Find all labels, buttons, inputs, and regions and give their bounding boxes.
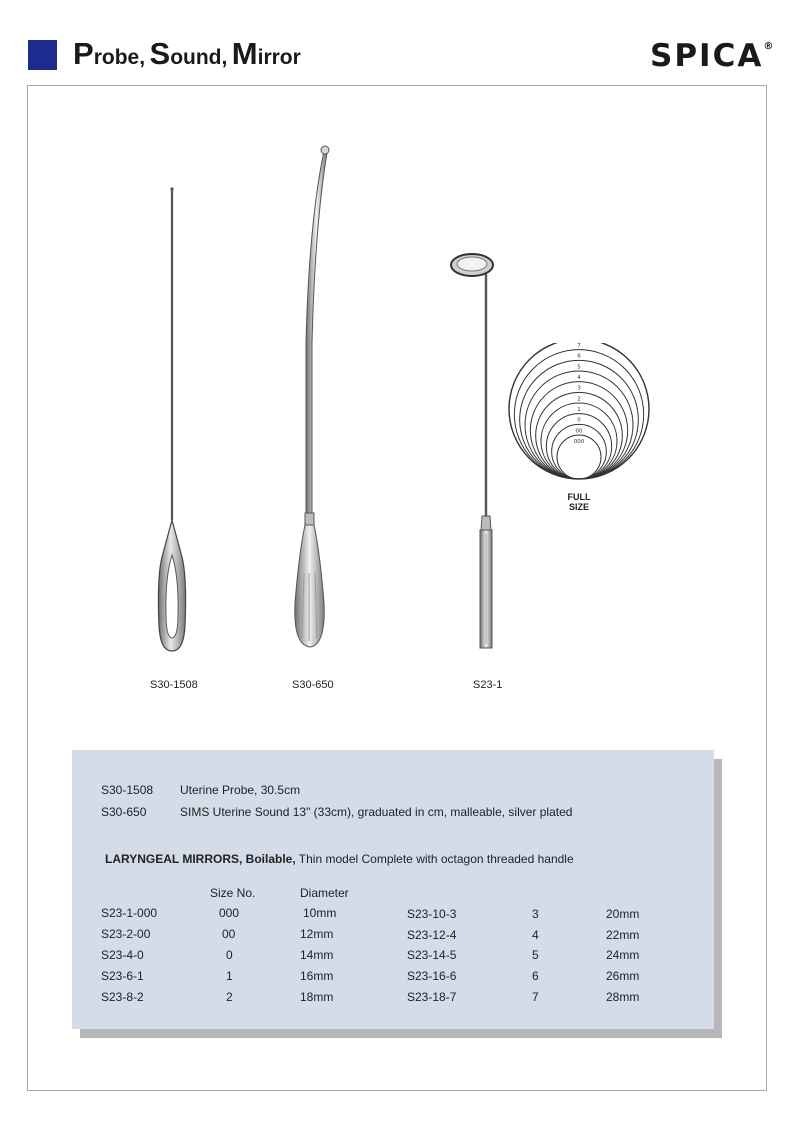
- caption-mirror: S23-1: [473, 679, 503, 691]
- product-description: SIMS Uterine Sound 13" (33cm), graduated in cm, malleable, silver plated: [180, 805, 573, 819]
- title-initial: S: [149, 36, 171, 71]
- title-separator: ,: [139, 46, 146, 69]
- mirrors-heading: [105, 852, 574, 866]
- size-ring: [536, 392, 623, 479]
- size-ring-label: 4: [577, 375, 581, 381]
- mirror-size: 6: [532, 969, 539, 983]
- mirror-code: S23-8-2: [101, 990, 144, 1004]
- mirror-diameter: 18mm: [300, 990, 334, 1004]
- mirror-diameter: 28mm: [606, 990, 640, 1004]
- size-ring-label: 0: [577, 417, 581, 424]
- caption-probe: S30-1508: [150, 679, 198, 691]
- size-ring-label: 00: [575, 428, 583, 435]
- mirrors-heading-detail: Thin model Complete with octagon threaded handle: [295, 852, 574, 866]
- title-word-rest: robe: [93, 46, 140, 69]
- mirror-diameter: 12mm: [300, 927, 334, 941]
- title-initial: P: [73, 36, 94, 71]
- mirror-diameter: 14mm: [300, 948, 334, 962]
- mirror-size: 0: [226, 948, 233, 962]
- size-ring-label: 2: [577, 396, 581, 403]
- column-header-diameter: Diameter: [300, 886, 349, 900]
- mirror-size: 2: [226, 990, 233, 1004]
- title-word-rest: irror: [257, 46, 301, 69]
- mirrors-heading-title: LARYNGEAL MIRRORS, Boilable,: [105, 852, 296, 866]
- product-info-box: [72, 750, 714, 1029]
- registered-mark: ®: [763, 40, 774, 52]
- mirror-code: S23-10-3: [407, 907, 457, 921]
- mirror-code: S23-2-00: [101, 927, 151, 941]
- mirror-diameter: 16mm: [300, 969, 334, 983]
- full-size-line1: FULL: [567, 492, 591, 502]
- full-size-line2: SIZE: [568, 502, 589, 512]
- mirror-size: 5: [532, 948, 539, 962]
- uterine-probe-image: [148, 185, 198, 655]
- mirror-code: S23-16-6: [407, 969, 457, 983]
- mirror-diameter: 26mm: [606, 969, 640, 983]
- brand-logo: [650, 38, 773, 74]
- size-ring-label: 3: [577, 385, 581, 392]
- size-ring-label: 1: [577, 407, 581, 413]
- column-header-size: Size No.: [210, 886, 256, 900]
- mirror-size: 3: [532, 907, 539, 921]
- title-accent-square: [28, 40, 57, 70]
- product-code: S30-1508: [101, 783, 154, 797]
- title-separator: ,: [221, 46, 228, 69]
- mirror-code: S23-18-7: [407, 990, 457, 1004]
- mirror-code: S23-1-000: [101, 906, 158, 920]
- mirror-size: 1: [226, 969, 233, 983]
- mirror-diameter: 10mm: [303, 906, 337, 920]
- brand-name: SPICA: [650, 38, 764, 74]
- full-size-note: [563, 492, 595, 512]
- mirror-diameter: 20mm: [606, 907, 640, 921]
- uterine-sound-image: [285, 143, 345, 653]
- size-ring-label: 7: [577, 343, 581, 349]
- mirror-code: S23-14-5: [407, 948, 457, 962]
- mirror-size-chart: [505, 343, 655, 515]
- mirror-size: 7: [532, 990, 539, 1004]
- mirror-size: 000: [219, 906, 240, 920]
- mirror-diameter: 22mm: [606, 928, 640, 942]
- title-word-rest: ound: [170, 46, 222, 69]
- mirror-code: S23-4-0: [101, 948, 144, 962]
- mirror-diameter: 24mm: [606, 948, 640, 962]
- title-initial: M: [231, 36, 258, 71]
- mirror-size: 4: [532, 928, 539, 942]
- product-code: S30-650: [101, 805, 147, 819]
- size-ring-label: 5: [577, 364, 581, 371]
- size-ring-label: 6: [577, 353, 581, 360]
- mirror-code: S23-6-1: [101, 969, 144, 983]
- laryngeal-mirror-image: [446, 248, 506, 653]
- caption-sound: S30-650: [292, 679, 334, 691]
- page-title: [73, 36, 301, 72]
- mirror-size: 00: [222, 927, 236, 941]
- product-description: Uterine Probe, 30.5cm: [180, 783, 301, 797]
- mirror-code: S23-12-4: [407, 928, 457, 942]
- size-ring-label: 000: [573, 439, 585, 445]
